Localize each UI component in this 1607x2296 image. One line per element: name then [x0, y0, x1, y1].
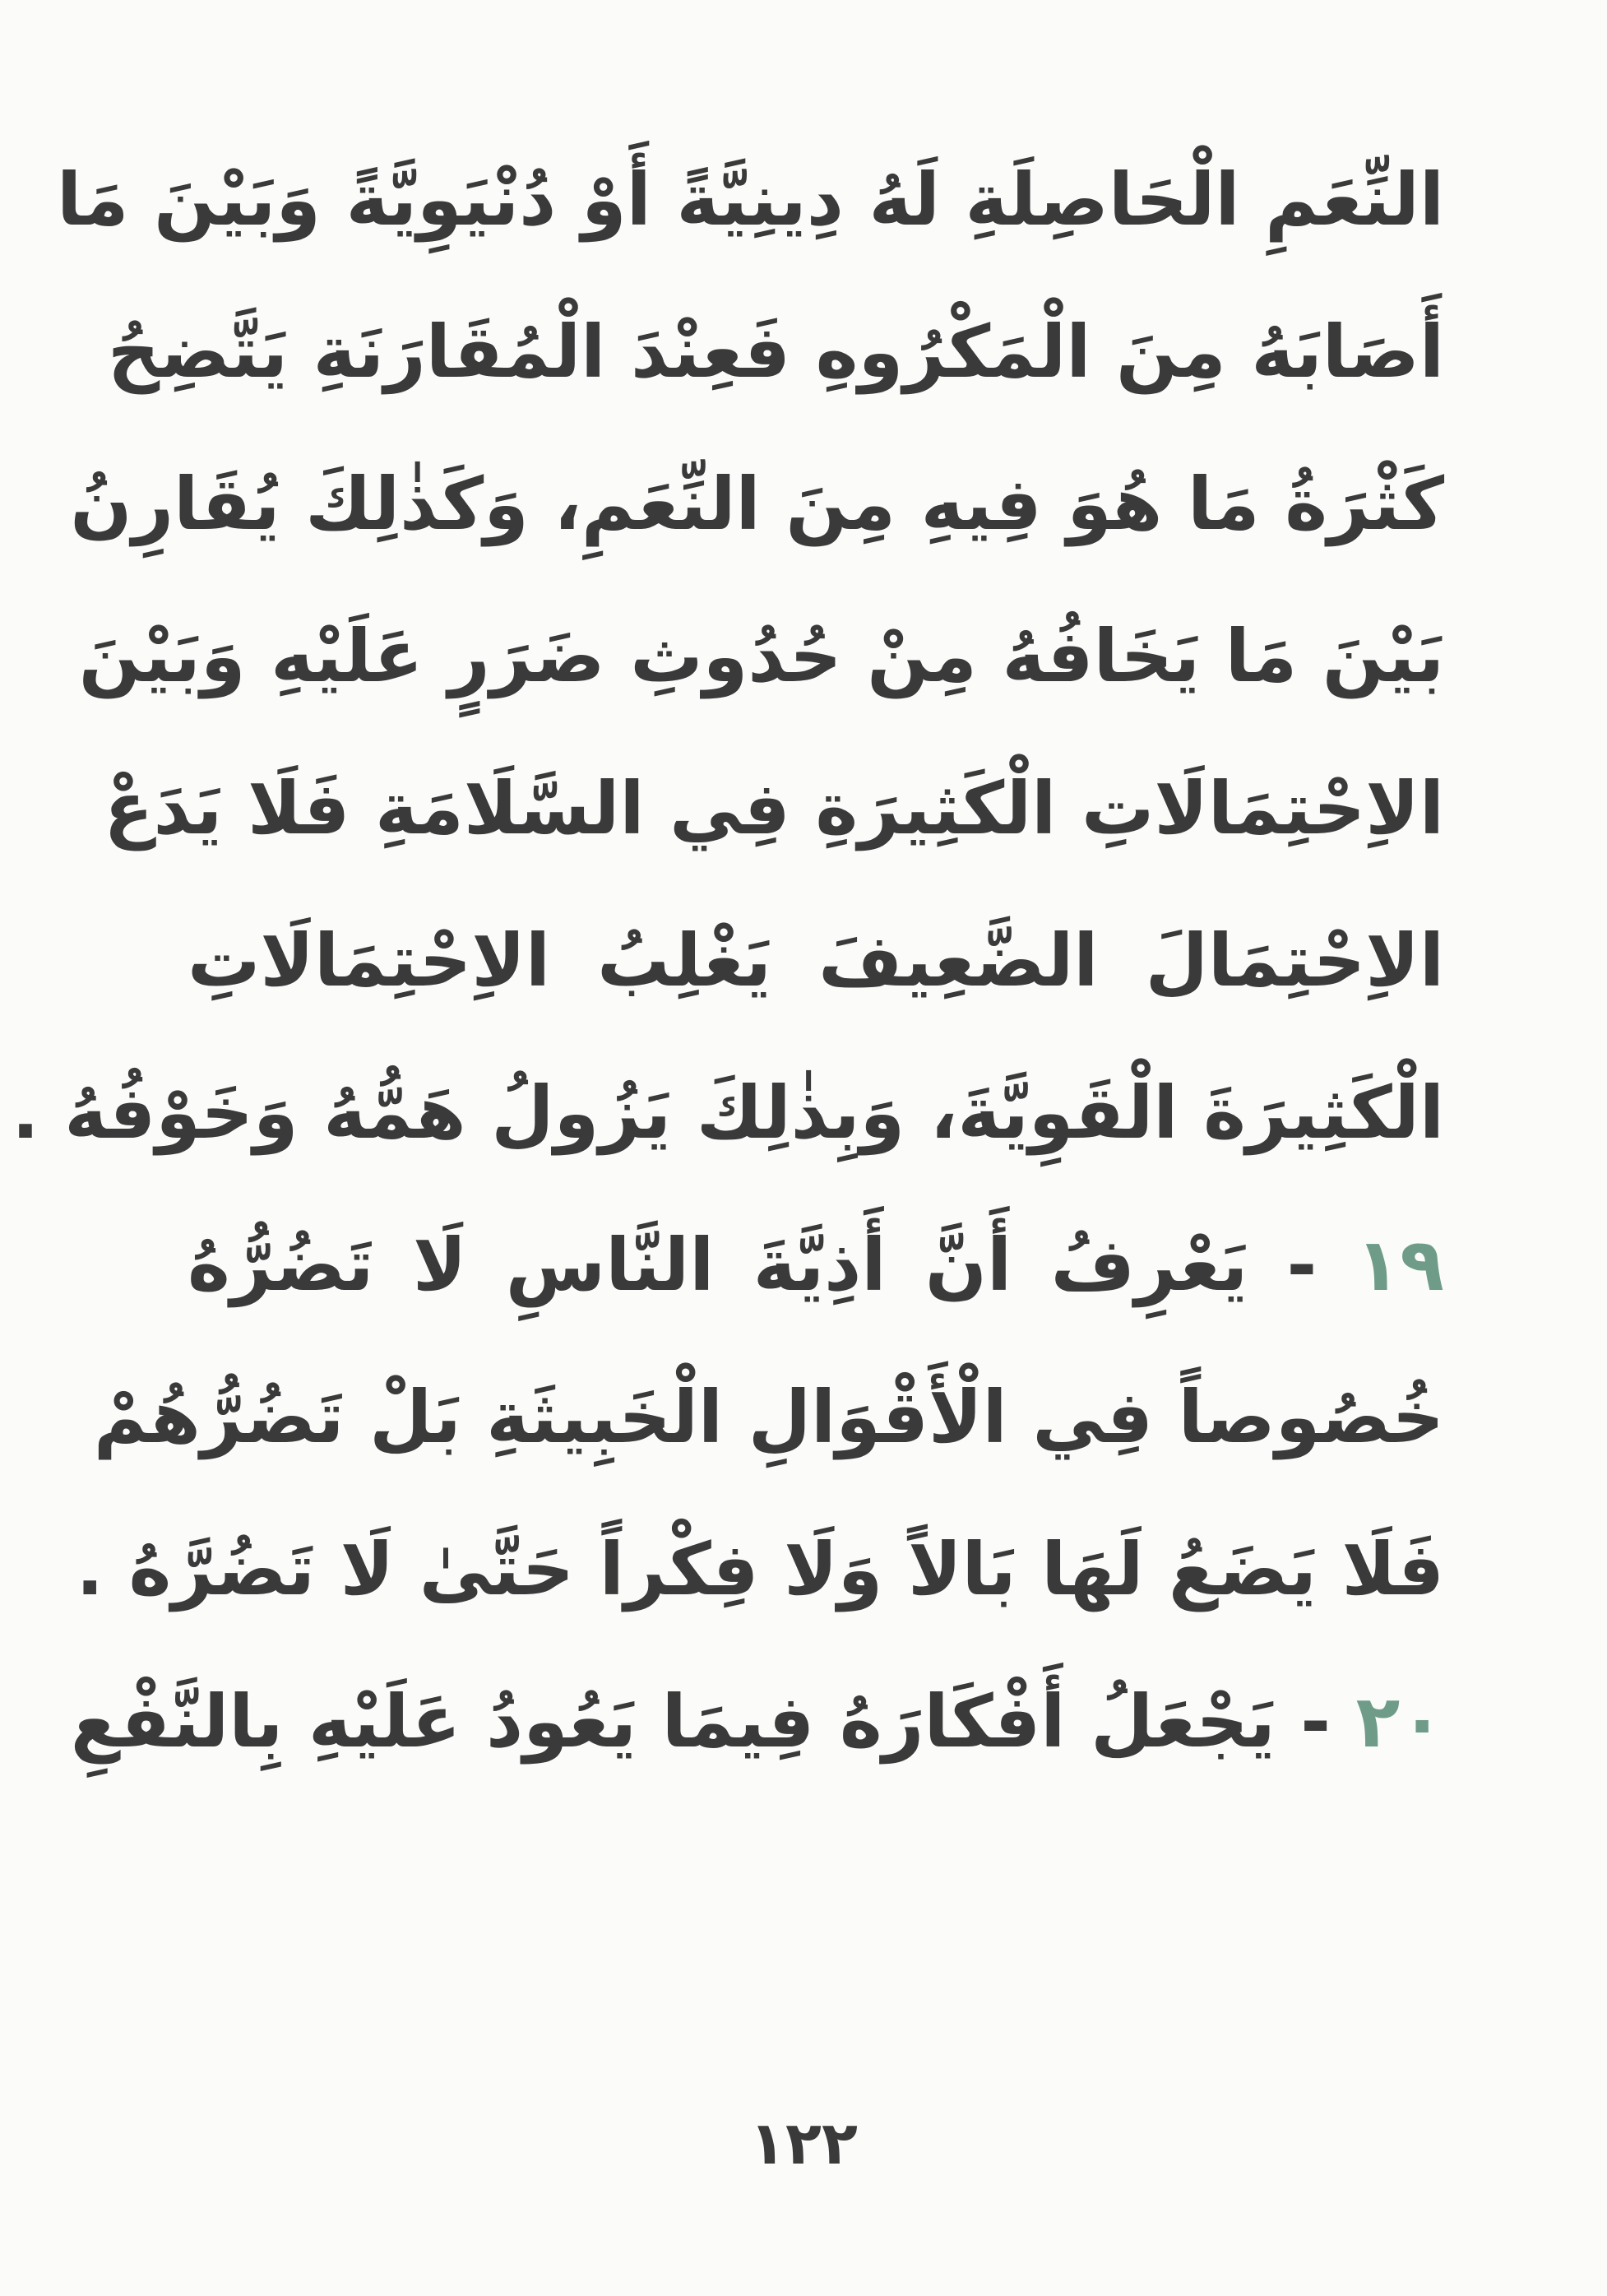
item-19-dash: -	[1248, 1222, 1356, 1307]
text-line-3: كَثْرَةُ مَا هُوَ فِيهِ مِنَ النِّعَمِ، وَكَذٰلِكَ يُقَارِنُ	[70, 462, 1444, 546]
text-line-10: فَلَا يَضَعُ لَهَا بَالاً وَلَا فِكْراً حَتَّىٰ لَا تَضُرَّهُ .	[76, 1527, 1444, 1612]
item-20-number: ٢٠	[1355, 1679, 1444, 1764]
text-line-7: الْكَثِيرَةَ الْقَوِيَّةَ، وَبِذٰلِكَ يَزُولُ هَمُّهُ وَخَوْفُهُ .	[12, 1070, 1444, 1155]
item-19-text: يَعْرِفُ أَنَّ أَذِيَّةَ النَّاسِ لَا تَضُرُّهُ	[188, 1222, 1248, 1307]
page-text	[12, 123, 1445, 1797]
text-line-9: خُصُوصاً فِي الْأَقْوَالِ الْخَبِيثَةِ بَلْ تَضُرُّهُمْ	[93, 1375, 1444, 1459]
text-line-1: النِّعَمِ الْحَاصِلَةِ لَهُ دِينِيَّةً أَوْ دُنْيَوِيَّةً وَبَيْنَ مَا	[56, 157, 1444, 242]
item-19-line-1	[188, 1189, 1444, 1341]
text-line-2: أَصَابَهُ مِنَ الْمَكْرُوهِ فَعِنْدَ الْمُقَارَنَةِ يَتَّضِحُ	[107, 309, 1444, 394]
text-line-4: بَيْنَ مَا يَخَافُهُ مِنْ حُدُوثِ ضَرَرٍ عَلَيْهِ وَبَيْنَ	[78, 614, 1444, 698]
text-line-5: الاِحْتِمَالَاتِ الْكَثِيرَةِ فِي السَّلَامَةِ فَلَا يَدَعْ	[104, 766, 1444, 851]
text-line-6: الاِحْتِمَالَ الضَّعِيفَ يَغْلِبُ الاِحْتِمَالَاتِ	[188, 918, 1444, 1003]
page-number: ١٢٢	[749, 2108, 858, 2178]
item-20-text: يَجْعَلُ أَفْكَارَهُ فِيمَا يَعُودُ عَلَيْهِ بِالنَّفْعِ	[70, 1679, 1276, 1764]
item-19-number: ١٩	[1355, 1222, 1445, 1307]
item-20-dash: -	[1275, 1679, 1356, 1764]
item-20-line-1	[70, 1645, 1444, 1797]
